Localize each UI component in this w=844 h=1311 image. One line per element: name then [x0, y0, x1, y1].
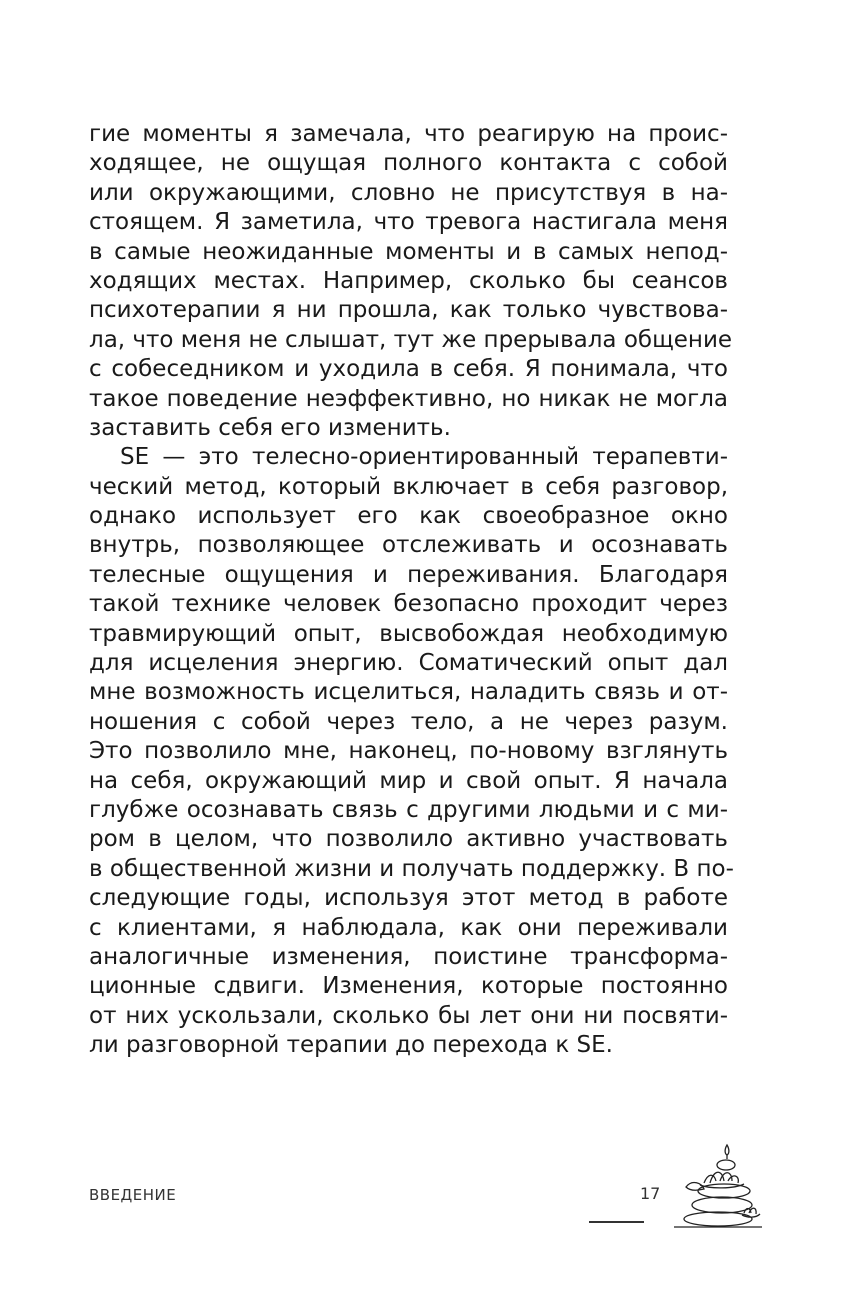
text-line: гие моменты я замечала, что реагирую на проис-	[89, 121, 728, 147]
text-line: ходящее, не ощущая полного контакта с собой	[89, 150, 728, 177]
text-line: внутрь, позволяющее отслеживать и осознавать	[89, 532, 728, 559]
text-line: заставить себя его изменить.	[89, 414, 451, 441]
text-line: ром в целом, что позволило активно участвовать	[89, 826, 728, 853]
page-number: 17	[640, 1184, 661, 1203]
text-line: в самые неожиданные моменты и в самых непод-	[89, 238, 728, 265]
text-line: ла, что меня не слышат, тут же прерывала общение	[89, 326, 733, 353]
stacked-stones-lotus-icon	[664, 1143, 764, 1231]
text-line: ходящих местах. Например, сколько бы сеансов	[89, 267, 728, 294]
text-line: ли разговорной терапии до перехода к SE.	[89, 1032, 613, 1059]
text-line: психотерапии я ни прошла, как только чувствова-	[89, 297, 728, 324]
text-line: в общественной жизни и получать поддержку. В по-	[89, 855, 734, 882]
text-line: такое поведение неэффективно, но никак не могла	[89, 385, 728, 412]
text-line: от них ускользали, сколько бы лет они ни посвяти-	[89, 1002, 728, 1029]
text-line: глубже осознавать связь с другими людьми и с ми-	[89, 796, 728, 823]
text-line: телесные ощущения и переживания. Благодаря	[89, 561, 728, 588]
text-line: Это позволило мне, наконец, по-новому взглянуть	[89, 738, 728, 765]
text-line: аналогичные изменения, поистине трансформа-	[89, 943, 728, 970]
text-line: ношения с собой через тело, а не через разум.	[89, 708, 728, 735]
text-line: травмирующий опыт, высвобождая необходимую	[89, 620, 728, 647]
text-line: ционные сдвиги. Изменения, которые постоянно	[89, 973, 728, 1000]
text-line: стоящем. Я заметила, что тревога настигала меня	[89, 209, 728, 236]
text-line: такой технике человек безопасно проходит через	[89, 591, 728, 618]
text-line: ческий метод, который включает в себя разговор,	[89, 473, 728, 500]
text-line: следующие годы, используя этот метод в работе	[89, 885, 728, 912]
text-line: мне возможность исцелиться, наладить связь и от-	[89, 679, 728, 706]
text-line: на себя, окружающий мир и свой опыт. Я начала	[89, 767, 728, 794]
text-line: с собеседником и уходила в себя. Я понимала, что	[89, 356, 728, 383]
running-footer-section: ВВЕДЕНИЕ	[89, 1186, 177, 1204]
text-line: для исцеления энергию. Соматический опыт дал	[89, 650, 728, 677]
body-text	[89, 120, 734, 1061]
footer-rule	[589, 1221, 644, 1223]
text-line: SE — это телесно-ориентированный терапевти-	[120, 444, 728, 471]
text-line: однако использует его как своеобразное окно	[89, 503, 728, 530]
text-line: или окружающими, словно не присутствуя в на-	[89, 179, 728, 206]
text-line: с клиентами, я наблюдала, как они переживали	[89, 914, 728, 941]
